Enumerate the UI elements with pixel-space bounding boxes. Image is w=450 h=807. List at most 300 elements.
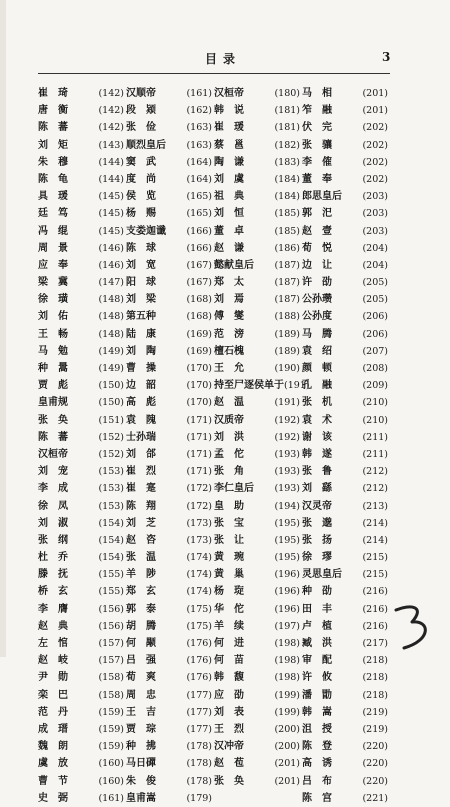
entry-name: 种 暠 [38, 363, 68, 374]
entry-page: (193) [274, 483, 300, 495]
entry-page: (153) [98, 466, 124, 478]
entry-name: 马 相 [302, 88, 332, 99]
entry-name: 张 鲁 [302, 466, 332, 478]
index-entry [38, 549, 124, 566]
entry-name: 郎思皇后 [302, 191, 342, 203]
entry-name: 袁 隗 [126, 414, 156, 426]
entry-name: 张 奂 [214, 775, 244, 787]
entry-page: (175) [186, 620, 212, 632]
index-entry [126, 188, 212, 205]
index-entry [214, 85, 300, 102]
index-entry [38, 498, 124, 515]
index-column [214, 85, 310, 807]
entry-page: (171) [186, 414, 212, 426]
index-entry [126, 412, 212, 429]
index-entry [126, 171, 212, 188]
entry-name: 郑 玄 [126, 586, 156, 598]
entry-page: (166) [186, 242, 212, 254]
entry-page: (193) [274, 448, 300, 460]
entry-page: (185) [274, 208, 300, 220]
index-entry [214, 618, 300, 635]
index-entry [214, 601, 300, 618]
entry-page: (196) [274, 603, 300, 615]
entry-page: (171) [186, 431, 212, 443]
entry-name: 郭 汜 [302, 208, 332, 220]
index-entry [302, 549, 388, 566]
entry-name: 羊 陟 [126, 569, 156, 581]
entry-name: 唐 衡 [38, 105, 68, 117]
entry-name: 汉冲帝 [214, 741, 244, 753]
entry-name: 高 诱 [302, 758, 332, 770]
index-entry [214, 583, 300, 600]
entry-page: (144) [98, 173, 124, 185]
entry-name: 徐 璜 [38, 294, 68, 306]
entry-page: (192) [274, 414, 300, 426]
index-entry [126, 205, 212, 222]
index-entry [302, 291, 388, 308]
entry-name: 檀石槐 [214, 345, 244, 357]
index-entry [302, 755, 388, 772]
entry-name: 滕 抚 [38, 569, 68, 581]
entry-name: 朱 俊 [126, 775, 156, 787]
entry-name: 马 腾 [302, 328, 332, 340]
entry-name: 刘 表 [214, 706, 244, 718]
entry-page: (200) [274, 741, 300, 753]
index-entry [38, 326, 124, 343]
entry-name: 李 傕 [302, 156, 332, 168]
index-entry [302, 446, 388, 463]
index-entry [126, 515, 212, 532]
entry-page: (145) [98, 225, 124, 237]
index-columns [38, 85, 388, 807]
entry-page: (146) [98, 242, 124, 254]
entry-page: (158) [98, 672, 124, 684]
index-entry [126, 326, 212, 343]
index-entry [302, 773, 388, 790]
entry-name: 董 奉 [302, 173, 332, 185]
entry-name: 孔 融 [302, 380, 332, 392]
entry-page: (173) [186, 517, 212, 529]
entry-page: (195) [274, 517, 300, 529]
entry-name: 支娄迦谶 [126, 225, 166, 237]
entry-name: 汉灵帝 [302, 500, 332, 512]
index-entry [302, 412, 388, 429]
entry-name: 阳 球 [126, 277, 156, 289]
entry-name: 伏 完 [302, 122, 332, 134]
entry-name: 刘 宽 [126, 259, 156, 271]
entry-name: 谢 该 [302, 431, 332, 443]
entry-name: 张 温 [126, 552, 156, 564]
entry-name: 陈 蕃 [38, 431, 68, 443]
entry-name: 陈 蕃 [38, 122, 68, 134]
entry-page: (220) [362, 758, 388, 770]
entry-name: 侯 览 [126, 191, 156, 203]
index-entry [302, 377, 388, 394]
entry-name: 郭 泰 [126, 603, 156, 615]
entry-name: 陶 谦 [214, 156, 244, 168]
index-entry [126, 85, 212, 102]
entry-page: (194) [274, 500, 300, 512]
entry-page: (215) [362, 552, 388, 564]
index-entry [302, 790, 388, 807]
handwritten-mark-3 [390, 602, 436, 652]
entry-name: 荀 悦 [302, 242, 332, 254]
entry-page: (150) [98, 380, 124, 392]
index-entry [38, 515, 124, 532]
entry-page: (203) [362, 225, 388, 237]
entry-name: 汉质帝 [214, 414, 244, 426]
entry-page: (168) [186, 294, 212, 306]
entry-page: (163) [186, 122, 212, 134]
index-entry [126, 240, 212, 257]
entry-page: (189) [274, 328, 300, 340]
index-entry [126, 480, 212, 497]
entry-name: 傅 燮 [214, 311, 244, 323]
entry-page: (170) [186, 380, 212, 392]
entry-name: 杜 乔 [38, 552, 68, 564]
entry-page: (190) [274, 363, 300, 374]
entry-name: 公孙瓒 [302, 294, 332, 306]
entry-page: (188) [274, 311, 300, 323]
entry-name: 周 忠 [126, 689, 156, 701]
index-entry [214, 291, 300, 308]
entry-name: 陈 球 [126, 242, 156, 254]
index-entry [126, 429, 212, 446]
entry-page: (206) [362, 328, 388, 340]
entry-page: (214) [362, 534, 388, 546]
entry-page: (176) [186, 638, 212, 649]
entry-name: 陈 龟 [38, 173, 68, 185]
index-entry [302, 583, 388, 600]
index-entry [302, 652, 388, 669]
index-entry [126, 223, 212, 240]
entry-name: 应 奉 [38, 259, 68, 271]
entry-page: (178) [186, 775, 212, 787]
index-entry [214, 446, 300, 463]
index-entry [38, 240, 124, 257]
entry-page: (178) [186, 758, 212, 770]
entry-name: 士孙瑞 [126, 431, 156, 443]
entry-name: 刘 宠 [38, 466, 68, 478]
entry-name: 冯 绲 [38, 225, 68, 237]
entry-page: (157) [98, 638, 124, 649]
entry-name: 崔 寔 [126, 483, 156, 495]
index-entry [214, 205, 300, 222]
entry-page: (170) [186, 397, 212, 409]
entry-page: (158) [98, 689, 124, 701]
index-entry [302, 480, 388, 497]
page-edge-shadow [0, 0, 6, 657]
entry-page: (193) [274, 466, 300, 478]
entry-page: (172) [186, 483, 212, 495]
entry-name: 贾 彪 [38, 380, 68, 392]
index-entry [38, 463, 124, 480]
index-entry [126, 704, 212, 721]
entry-page: (179) [186, 792, 212, 804]
entry-name: 许 劭 [302, 277, 332, 289]
entry-name: 审 配 [302, 655, 332, 667]
entry-page: (146) [98, 259, 124, 271]
entry-name: 刘 洪 [214, 431, 244, 443]
index-entry [214, 119, 300, 136]
entry-name: 种 拂 [126, 741, 156, 753]
entry-page: (199) [274, 689, 300, 701]
entry-name: 韩 说 [214, 105, 244, 117]
entry-page: (206) [362, 311, 388, 323]
entry-page: (205) [362, 277, 388, 289]
entry-page: (178) [186, 741, 212, 753]
entry-page: (216) [362, 603, 388, 615]
index-entry [214, 223, 300, 240]
entry-page: (215) [362, 569, 388, 581]
index-entry [126, 360, 212, 377]
index-entry [38, 687, 124, 704]
entry-name: 刘 虞 [214, 173, 244, 185]
entry-page: (153) [98, 500, 124, 512]
entry-page: (175) [186, 603, 212, 615]
entry-page: (211) [362, 431, 388, 443]
entry-page: (218) [362, 655, 388, 667]
index-entry [126, 652, 212, 669]
entry-name: 王 允 [214, 363, 244, 374]
entry-page: (148) [98, 294, 124, 306]
index-entry [302, 102, 388, 119]
entry-name: 张 奂 [38, 414, 68, 426]
index-entry [38, 583, 124, 600]
entry-name: 张 骧 [302, 139, 332, 151]
entry-page: (220) [362, 775, 388, 787]
entry-page: (219) [362, 723, 388, 735]
entry-name: 刘 芝 [126, 517, 156, 529]
entry-name: 郑 太 [214, 277, 244, 289]
entry-page: (151) [98, 414, 124, 426]
index-entry [214, 652, 300, 669]
index-entry [214, 240, 300, 257]
entry-page: (212) [362, 483, 388, 495]
entry-name: 张 邈 [302, 517, 332, 529]
entry-page: (181) [274, 105, 300, 117]
entry-page: (152) [98, 431, 124, 443]
entry-page: (187) [274, 259, 300, 271]
entry-name: 汉顺帝 [126, 88, 156, 99]
index-entry [38, 205, 124, 222]
index-entry [38, 102, 124, 119]
index-entry [38, 223, 124, 240]
index-entry [38, 343, 124, 360]
entry-name: 赵 咨 [126, 534, 156, 546]
index-entry [302, 601, 388, 618]
entry-name: 黄 巢 [214, 569, 244, 581]
entry-name: 陈 宫 [302, 792, 332, 804]
entry-name: 皇甫嵩 [126, 792, 156, 804]
entry-name: 潘 勖 [302, 689, 332, 701]
index-entry [126, 119, 212, 136]
index-entry [302, 532, 388, 549]
entry-page: (170) [186, 363, 212, 374]
entry-name: 韩 馥 [214, 672, 244, 684]
index-entry [214, 755, 300, 772]
entry-name: 徐 凤 [38, 500, 68, 512]
index-entry [214, 257, 300, 274]
entry-name: 应 劭 [214, 689, 244, 701]
entry-page: (164) [186, 173, 212, 185]
entry-name: 王 烈 [214, 723, 244, 735]
entry-page: (152) [98, 448, 124, 460]
entry-name: 陆 康 [126, 328, 156, 340]
entry-page: (159) [98, 741, 124, 753]
index-entry [214, 326, 300, 343]
entry-page: (212) [362, 466, 388, 478]
entry-page: (147) [98, 277, 124, 289]
entry-name: 何 苗 [214, 655, 244, 667]
index-entry [214, 308, 300, 325]
entry-name: 祖 典 [214, 191, 244, 203]
index-entry [214, 480, 300, 497]
index-entry [38, 738, 124, 755]
entry-page: (220) [362, 741, 388, 753]
entry-page: (169) [186, 345, 212, 357]
index-entry [38, 790, 124, 807]
entry-name: 段 颎 [126, 105, 156, 117]
entry-name: 何 颙 [126, 638, 156, 649]
entry-name: 刘 佑 [38, 311, 68, 323]
index-entry [38, 154, 124, 171]
entry-page: (196) [274, 586, 300, 598]
index-column [302, 85, 388, 807]
entry-page: (211) [362, 448, 388, 460]
entry-page: (161) [98, 792, 124, 804]
entry-page: (149) [98, 345, 124, 357]
entry-page: (195) [274, 552, 300, 564]
index-entry [214, 377, 310, 394]
entry-name: 魏 朗 [38, 741, 68, 753]
entry-name: 徐 璆 [302, 552, 332, 564]
entry-page: (162) [186, 105, 212, 117]
index-entry [302, 257, 388, 274]
entry-page: (208) [362, 363, 388, 374]
entry-name: 张 机 [302, 397, 332, 409]
index-entry [302, 463, 388, 480]
index-entry [126, 308, 212, 325]
entry-page: (143) [98, 139, 124, 151]
index-entry [302, 154, 388, 171]
entry-name: 荀 爽 [126, 672, 156, 684]
index-entry [126, 463, 212, 480]
index-entry [126, 721, 212, 738]
entry-name: 梁 冀 [38, 277, 68, 289]
entry-name: 桥 玄 [38, 586, 68, 598]
entry-page: (202) [362, 173, 388, 185]
entry-name: 灵思皇后 [302, 569, 342, 581]
entry-name: 皇甫规 [38, 397, 68, 409]
entry-name: 蔡 邕 [214, 139, 244, 151]
index-entry [214, 635, 300, 652]
entry-page: (202) [362, 122, 388, 134]
index-column [126, 85, 212, 807]
entry-page: (172) [186, 500, 212, 512]
entry-page: (221) [362, 792, 388, 804]
entry-page: (145) [98, 208, 124, 220]
index-entry [38, 480, 124, 497]
entry-name: 赵 岐 [38, 655, 68, 667]
index-entry [126, 583, 212, 600]
index-entry [214, 738, 300, 755]
entry-name: 周 景 [38, 242, 68, 254]
index-column [38, 85, 124, 807]
entry-page: (203) [362, 208, 388, 220]
index-entry [214, 498, 300, 515]
index-entry [214, 687, 300, 704]
index-entry [214, 515, 300, 532]
index-entry [126, 377, 212, 394]
entry-name: 左 悺 [38, 638, 68, 649]
index-entry [38, 773, 124, 790]
header-divider [38, 73, 390, 74]
entry-name: 李 膺 [38, 603, 68, 615]
entry-page: (154) [98, 534, 124, 546]
entry-name: 马 勉 [38, 345, 68, 357]
entry-name: 汉桓帝 [38, 448, 68, 460]
index-entry [302, 515, 388, 532]
index-entry [38, 532, 124, 549]
entry-name: 崔 琦 [38, 88, 68, 99]
index-entry [126, 498, 212, 515]
entry-page: (198) [274, 638, 300, 649]
entry-page: (191) [284, 380, 310, 392]
entry-name: 陈 翔 [126, 500, 156, 512]
index-entry [126, 618, 212, 635]
index-entry [126, 274, 212, 291]
entry-page: (217) [362, 638, 388, 649]
entry-page: (203) [362, 191, 388, 203]
entry-page: (154) [98, 517, 124, 529]
entry-page: (168) [186, 311, 212, 323]
entry-name: 孟 佗 [214, 448, 244, 460]
entry-page: (195) [274, 534, 300, 546]
entry-page: (142) [98, 105, 124, 117]
entry-name: 吕 布 [302, 775, 332, 787]
index-entry [302, 137, 388, 154]
index-entry [302, 119, 388, 136]
entry-name: 汉桓帝 [214, 88, 244, 99]
entry-page: (198) [274, 655, 300, 667]
entry-page: (214) [362, 517, 388, 529]
entry-page: (204) [362, 242, 388, 254]
entry-page: (181) [274, 122, 300, 134]
entry-page: (167) [186, 259, 212, 271]
index-entry [214, 137, 300, 154]
index-entry [214, 429, 300, 446]
entry-name: 华 佗 [214, 603, 244, 615]
entry-page: (198) [274, 672, 300, 684]
entry-page: (191) [274, 397, 300, 409]
index-entry [302, 394, 388, 411]
entry-page: (174) [186, 586, 212, 598]
index-entry [302, 205, 388, 222]
index-entry [38, 618, 124, 635]
entry-page: (205) [362, 294, 388, 306]
entry-page: (204) [362, 259, 388, 271]
entry-name: 陈 登 [302, 741, 332, 753]
entry-page: (165) [186, 191, 212, 203]
index-entry [126, 102, 212, 119]
entry-name: 韩 嵩 [302, 706, 332, 718]
index-entry [214, 412, 300, 429]
entry-name: 张 宝 [214, 517, 244, 529]
entry-name: 刘 焉 [214, 294, 244, 306]
entry-page: (154) [98, 552, 124, 564]
index-entry [126, 601, 212, 618]
